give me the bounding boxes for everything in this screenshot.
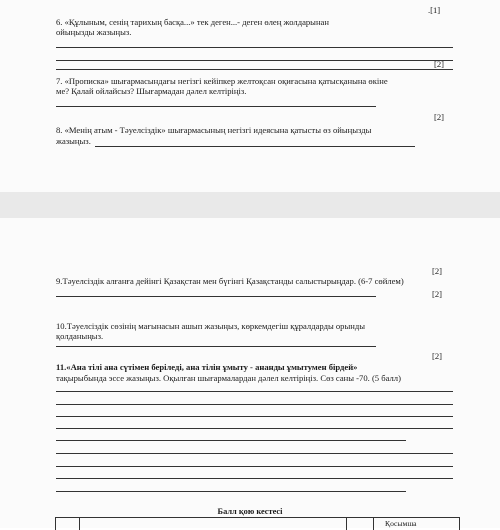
table-column-divider (346, 518, 347, 530)
question-9-text: 9.Тәуелсіздік алғанға дейінгі Қазақстан мен бүгінгі Қазақстанды салыстырыңдар. (6-7 сөйлем) (56, 276, 404, 286)
table-column-divider (373, 518, 374, 530)
answer-line (56, 296, 376, 297)
question-10-text: 10.Тәуелсіздік сөзінің мағынасын ашып жазыңыз, көркемдегіш құралдарды орынды (56, 321, 365, 331)
question-11-text: 11.«Ана тілі ана сүтімен беріледі, ана тілін ұмыту - ананды ұмытумен бірдей» (56, 362, 358, 372)
question-7-text: 7. «Прописка» шығармасындағы негізгі кейіпкер желтоқсан оқиғасына қатысқанына өкіне (56, 76, 388, 86)
answer-line (56, 466, 453, 467)
answer-line (56, 346, 376, 347)
score-mark: .[1] (428, 5, 441, 15)
score-table (55, 517, 460, 530)
score-mark: [2] (432, 266, 443, 276)
score-table-title: Балл қою кестесі (217, 507, 283, 516)
answer-line (56, 440, 406, 441)
score-mark: [2] (432, 351, 443, 361)
answer-line (95, 146, 415, 147)
question-11-text-cont: тақырыбында эссе жазыңыз. Оқылған шығармалардан дәлел келтіріңіз. Сөз саны -70. (5 балл) (56, 373, 401, 383)
question-6-text: 6. «Құлыным, сенің тарихың басқа...» тек деген...- деген өлең жолдарынан (56, 17, 329, 27)
answer-line (56, 416, 453, 417)
answer-line (56, 453, 453, 454)
answer-line (56, 60, 453, 61)
answer-line (56, 391, 453, 392)
question-7-text-cont: ме? Қалай ойлайсыз? Шығармадан дәлел келтіріңіз. (56, 86, 247, 96)
answer-line (56, 69, 453, 70)
answer-line (56, 491, 406, 492)
question-8-text: 8. «Менің атым - Тәуелсіздік» шығармасының негізгі идеясына қатысты өз ойыңызды (56, 125, 372, 135)
answer-line (56, 47, 453, 48)
score-mark: [2] (434, 59, 445, 69)
question-10-text-cont: қолданыңыз. (56, 331, 104, 341)
table-column-divider (79, 518, 80, 530)
answer-line (56, 478, 453, 479)
answer-line (56, 106, 376, 107)
score-mark: [2] (434, 112, 445, 122)
worksheet-page-top (0, 0, 500, 192)
score-mark: [2] (432, 289, 443, 299)
table-header-cell: Қосымша (385, 519, 417, 528)
question-8-text-cont: жазыңыз. (56, 136, 91, 146)
page-break (0, 192, 500, 218)
question-6-text-cont: ойыңызды жазыңыз. (56, 27, 132, 37)
answer-line (56, 404, 453, 405)
answer-line (56, 428, 453, 429)
